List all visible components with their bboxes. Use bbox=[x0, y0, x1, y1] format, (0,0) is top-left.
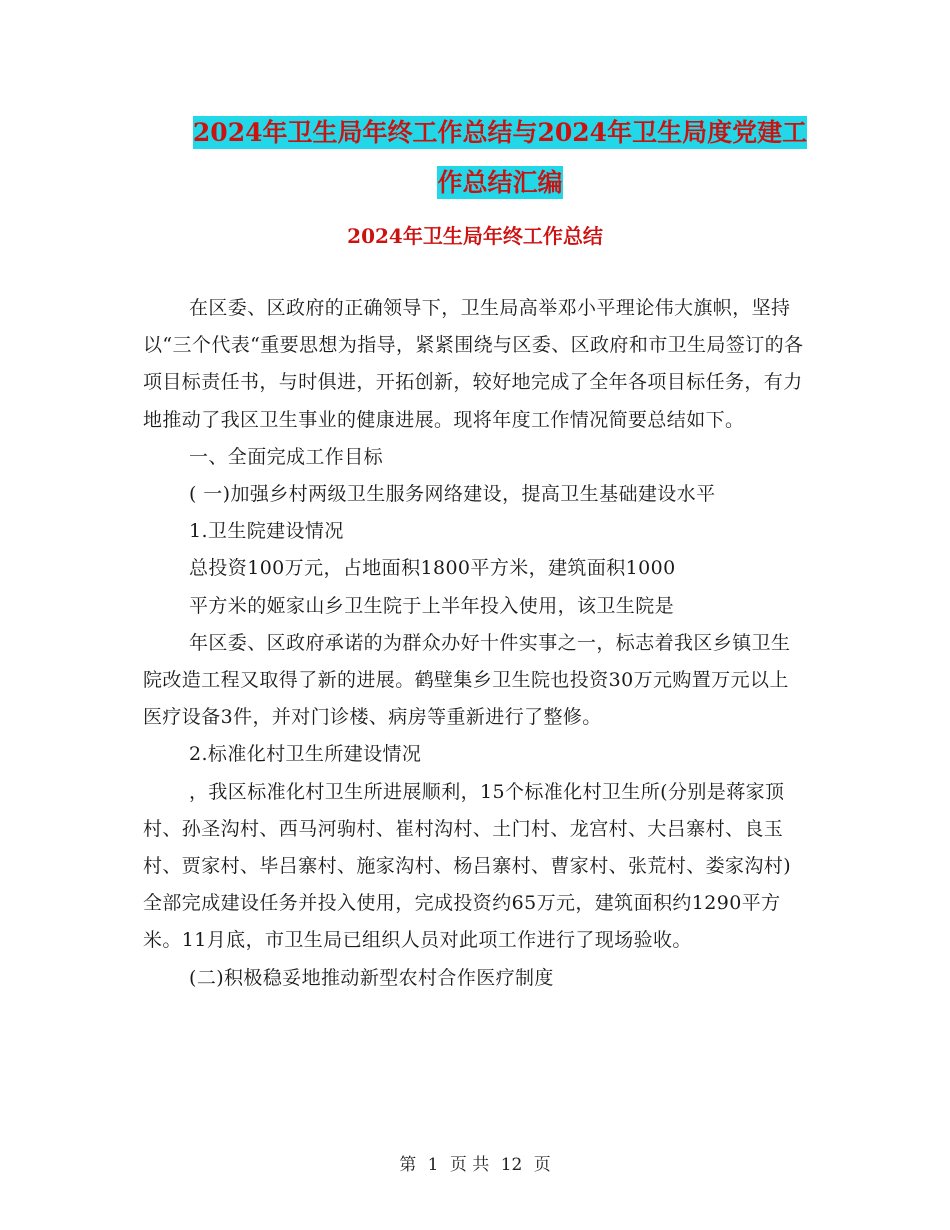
heading-level-3: 2.标准化村卫生所建设情况 bbox=[189, 743, 422, 766]
section-title: 2024年卫生局年终工作总结 bbox=[347, 224, 603, 248]
page-prefix: 第 bbox=[399, 1155, 417, 1175]
page-suffix: 页 bbox=[533, 1155, 551, 1175]
heading-level-3: 1.卫生院建设情况 bbox=[189, 520, 344, 543]
page-mid: 页 共 bbox=[449, 1155, 490, 1175]
title-line-2: 作总结汇编 bbox=[437, 168, 563, 197]
title-line-1: 2024年卫生局年终工作总结与2024年卫生局度党建工 bbox=[192, 118, 808, 147]
page-footer bbox=[0, 1153, 950, 1177]
document-body bbox=[143, 290, 808, 997]
body-paragraph: 年区委、区政府承诺的为群众办好十件实事之一，标志着我区乡镇卫生院改造工程又取得了新的进展。鹤壁集乡卫生院也投资30万元购置万元以上医疗设备3件，并对门诊楼、病房等重新进行了整修。 bbox=[143, 631, 791, 729]
body-paragraph: ，我区标准化村卫生所进展顺利，15个标准化村卫生所(分别是蒋家顶村、孙圣沟村、西马河驹村、崔村沟村、土门村、龙宫村、大吕寨村、良玉村、贾家村、毕吕寨村、施家沟村、杨吕寨村、曹家村、张荒村、娄家沟村)全部完成建设任务并投入使用，完成投资约65万元，建筑面积约1290平方米。11月底，市卫生局已组织人员对此项工作进行了现场验收。 bbox=[143, 780, 792, 952]
total-pages-number: 12 bbox=[500, 1155, 523, 1175]
heading-level-2: (二)积极稳妥地推动新型农村合作医疗制度 bbox=[189, 966, 554, 989]
body-paragraph: 平方米的姬家山乡卫生院于上半年投入使用，该卫生院是 bbox=[189, 594, 675, 617]
body-paragraph: 在区委、区政府的正确领导下，卫生局高举邓小平理论伟大旗帜，坚持以“三个代表“重要思想为指导，紧紧围绕与区委、区政府和市卫生局签订的各项目标责任书，与时俱进，开拓创新，较好地完成了全年各项目标任务，有力地推动了我区卫生事业的健康进展。现将年度工作情况简要总结如下。 bbox=[143, 297, 804, 431]
current-page-number: 1 bbox=[427, 1155, 439, 1175]
body-paragraph: 总投资100万元，占地面积1800平方米，建筑面积1000 bbox=[189, 557, 676, 580]
document-title bbox=[140, 108, 860, 208]
heading-level-2: ( 一)加强乡村两级卫生服务网络建设，提高卫生基础建设水平 bbox=[189, 483, 716, 506]
heading-level-1: 一、全面完成工作目标 bbox=[189, 445, 384, 468]
